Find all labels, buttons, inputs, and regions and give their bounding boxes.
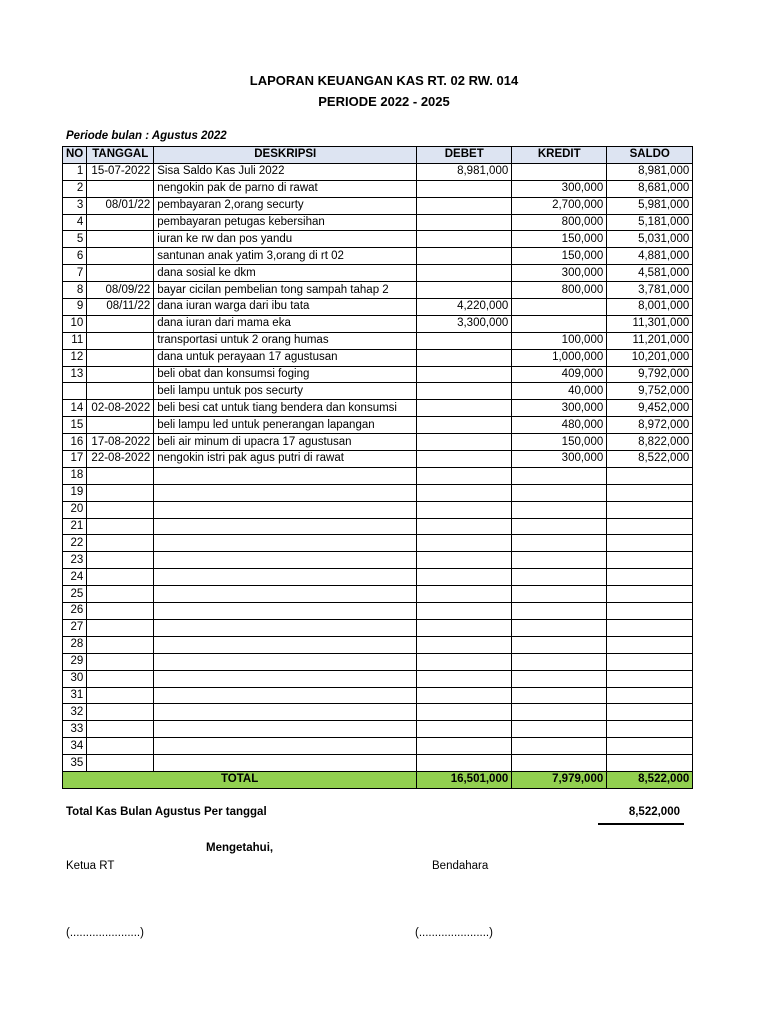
cell-saldo: 5,981,000 [607,197,693,214]
cell-deskripsi: dana sosial ke dkm [154,265,417,282]
table-row [63,670,693,687]
cell-debet [417,569,512,586]
cell-tanggal [87,366,154,383]
cell-debet [417,366,512,383]
total-row [63,771,693,788]
cell-no: 26 [63,603,87,620]
cell-debet [417,636,512,653]
table-row [63,180,693,197]
cell-saldo [607,603,693,620]
col-header-kredit: KREDIT [512,147,607,164]
cell-deskripsi [154,586,417,603]
table-row [63,586,693,603]
cell-deskripsi [154,653,417,670]
cell-kredit: 480,000 [512,417,607,434]
cell-no: 14 [63,400,87,417]
cell-tanggal: 08/09/22 [87,282,154,299]
cell-kredit [512,467,607,484]
total-debet: 16,501,000 [417,771,512,788]
cell-tanggal [87,721,154,738]
cell-kredit [512,535,607,552]
cell-kredit [512,484,607,501]
cell-no: 19 [63,484,87,501]
cell-tanggal: 15-07-2022 [87,163,154,180]
cell-tanggal [87,704,154,721]
cell-debet [417,467,512,484]
cell-deskripsi: iuran ke rw dan pos yandu [154,231,417,248]
cell-saldo [607,636,693,653]
cell-no: 29 [63,653,87,670]
cell-debet [417,619,512,636]
table-row [63,400,693,417]
cell-no: 1 [63,163,87,180]
cell-saldo: 9,792,000 [607,366,693,383]
cell-debet [417,603,512,620]
cell-deskripsi: beli lampu untuk pos securty [154,383,417,400]
cell-no: 23 [63,552,87,569]
cell-kredit: 800,000 [512,214,607,231]
bendahara-label: Bendahara [432,860,489,872]
cell-no: 9 [63,299,87,316]
cell-kredit [512,552,607,569]
cell-tanggal [87,586,154,603]
cell-deskripsi: dana iuran dari mama eka [154,315,417,332]
table-row [63,535,693,552]
cell-no: 35 [63,755,87,772]
total-saldo: 8,522,000 [607,771,693,788]
cell-debet [417,755,512,772]
cell-kredit: 40,000 [512,383,607,400]
cell-tanggal [87,231,154,248]
cell-saldo: 3,781,000 [607,282,693,299]
cell-deskripsi: beli obat dan konsumsi foging [154,366,417,383]
cell-no [63,383,87,400]
cell-kredit [512,687,607,704]
col-header-saldo: SALDO [607,147,693,164]
cell-deskripsi [154,603,417,620]
cell-deskripsi: beli besi cat untuk tiang bendera dan konsumsi [154,400,417,417]
table-row [63,636,693,653]
cell-no: 3 [63,197,87,214]
cell-tanggal: 08/01/22 [87,197,154,214]
cell-kredit [512,653,607,670]
cell-kredit: 300,000 [512,400,607,417]
mengetahui-label: Mengetahui, [206,842,274,854]
table-row [63,738,693,755]
cell-saldo [607,467,693,484]
cell-kredit: 1,000,000 [512,349,607,366]
total-kas-value: 8,522,000 [628,806,680,818]
cell-tanggal [87,738,154,755]
cell-saldo [607,619,693,636]
cell-tanggal [87,670,154,687]
cell-tanggal [87,636,154,653]
cell-kredit [512,586,607,603]
cell-deskripsi: beli lampu led untuk penerangan lapangan [154,417,417,434]
cell-no: 20 [63,501,87,518]
cell-debet: 4,220,000 [417,299,512,316]
cell-debet: 8,981,000 [417,163,512,180]
cell-debet [417,231,512,248]
cell-tanggal [87,315,154,332]
cell-no: 2 [63,180,87,197]
cell-no: 25 [63,586,87,603]
cell-no: 24 [63,569,87,586]
total-kas-underline [598,823,684,825]
cell-tanggal [87,535,154,552]
cell-deskripsi: nengokin pak de parno di rawat [154,180,417,197]
cell-kredit: 300,000 [512,265,607,282]
cell-tanggal [87,265,154,282]
table-row [63,299,693,316]
cell-deskripsi: pembayaran petugas kebersihan [154,214,417,231]
cell-kredit [512,299,607,316]
col-header-debet: DEBET [417,147,512,164]
cell-tanggal: 02-08-2022 [87,400,154,417]
cell-saldo: 9,452,000 [607,400,693,417]
cell-tanggal [87,518,154,535]
cell-saldo [607,501,693,518]
table-row [63,197,693,214]
cell-saldo: 8,681,000 [607,180,693,197]
cell-kredit [512,636,607,653]
cell-tanggal [87,687,154,704]
cell-saldo [607,569,693,586]
cell-no: 28 [63,636,87,653]
cell-tanggal [87,417,154,434]
cell-saldo: 9,752,000 [607,383,693,400]
cell-deskripsi [154,670,417,687]
cell-saldo: 8,972,000 [607,417,693,434]
table-row [63,721,693,738]
cell-kredit [512,163,607,180]
cell-kredit: 300,000 [512,451,607,468]
cell-saldo [607,687,693,704]
cell-saldo [607,670,693,687]
cell-kredit [512,619,607,636]
cell-saldo: 11,201,000 [607,332,693,349]
table-row [63,451,693,468]
cell-deskripsi [154,721,417,738]
cell-kredit: 2,700,000 [512,197,607,214]
cell-saldo [607,738,693,755]
cell-kredit: 150,000 [512,248,607,265]
table-row [63,687,693,704]
cell-saldo: 8,822,000 [607,434,693,451]
table-row [63,214,693,231]
cell-debet [417,721,512,738]
cell-saldo [607,586,693,603]
cell-debet [417,535,512,552]
cell-debet [417,434,512,451]
cell-debet [417,349,512,366]
cell-kredit: 300,000 [512,180,607,197]
cell-deskripsi [154,738,417,755]
table-row [63,332,693,349]
cell-tanggal [87,569,154,586]
ledger-body [63,163,693,771]
table-row [63,265,693,282]
cell-saldo [607,721,693,738]
cell-tanggal [87,332,154,349]
cell-saldo: 8,001,000 [607,299,693,316]
cell-kredit [512,670,607,687]
table-row [63,467,693,484]
cell-debet [417,653,512,670]
cell-deskripsi [154,636,417,653]
total-kas-label: Total Kas Bulan Agustus Per tanggal [66,806,267,818]
cell-saldo: 8,981,000 [607,163,693,180]
cell-no: 7 [63,265,87,282]
table-row [63,653,693,670]
cell-deskripsi: Sisa Saldo Kas Juli 2022 [154,163,417,180]
cell-debet [417,738,512,755]
cell-tanggal [87,248,154,265]
cell-no: 15 [63,417,87,434]
table-header-row [63,147,693,164]
table-row [63,619,693,636]
cell-deskripsi: bayar cicilan pembelian tong sampah tahap 2 [154,282,417,299]
cell-deskripsi [154,755,417,772]
cell-no: 34 [63,738,87,755]
cell-tanggal [87,214,154,231]
col-header-no: NO [63,147,87,164]
cell-tanggal [87,619,154,636]
cell-saldo [607,484,693,501]
col-header-tanggal: TANGGAL [87,147,154,164]
cell-no: 11 [63,332,87,349]
cell-no: 6 [63,248,87,265]
cell-tanggal [87,484,154,501]
table-row [63,231,693,248]
cell-saldo [607,755,693,772]
cell-saldo: 4,881,000 [607,248,693,265]
table-row [63,417,693,434]
cell-debet [417,214,512,231]
cell-no: 18 [63,467,87,484]
cell-tanggal [87,603,154,620]
cell-debet [417,670,512,687]
cell-deskripsi: nengokin istri pak agus putri di rawat [154,451,417,468]
cell-saldo: 4,581,000 [607,265,693,282]
cell-no: 12 [63,349,87,366]
cell-no: 21 [63,518,87,535]
report-title: LAPORAN KEUANGAN KAS RT. 02 RW. 014 [249,73,519,88]
cell-tanggal [87,653,154,670]
cell-deskripsi: transportasi untuk 2 orang humas [154,332,417,349]
cell-deskripsi [154,569,417,586]
ketua-rt-label: Ketua RT [66,860,115,872]
period-label: Periode bulan : Agustus 2022 [66,130,227,142]
table-row [63,383,693,400]
cell-debet [417,180,512,197]
cell-debet [417,332,512,349]
cell-debet [417,518,512,535]
cell-kredit [512,603,607,620]
cell-debet [417,451,512,468]
cell-kredit: 800,000 [512,282,607,299]
cell-deskripsi: dana untuk perayaan 17 agustusan [154,349,417,366]
cell-deskripsi [154,619,417,636]
cell-saldo: 11,301,000 [607,315,693,332]
cell-deskripsi: dana iuran warga dari ibu tata [154,299,417,316]
cell-tanggal [87,552,154,569]
cell-debet [417,197,512,214]
col-header-deskripsi: DESKRIPSI [154,147,417,164]
cell-no: 22 [63,535,87,552]
cell-no: 8 [63,282,87,299]
cell-debet [417,248,512,265]
table-row [63,248,693,265]
table-row [63,163,693,180]
cell-saldo [607,704,693,721]
table-row [63,518,693,535]
table-row [63,434,693,451]
cell-no: 16 [63,434,87,451]
cell-no: 10 [63,315,87,332]
cell-deskripsi [154,501,417,518]
cell-no: 17 [63,451,87,468]
cell-deskripsi: santunan anak yatim 3,orang di rt 02 [154,248,417,265]
table-row [63,315,693,332]
cell-tanggal: 08/11/22 [87,299,154,316]
cell-deskripsi: beli air minum di upacra 17 agustusan [154,434,417,451]
cell-deskripsi [154,484,417,501]
cell-deskripsi [154,535,417,552]
cell-kredit [512,569,607,586]
cell-debet [417,282,512,299]
cell-kredit [512,755,607,772]
cell-kredit: 409,000 [512,366,607,383]
cell-kredit [512,518,607,535]
table-row [63,603,693,620]
cell-no: 5 [63,231,87,248]
cell-kredit: 100,000 [512,332,607,349]
cell-debet [417,552,512,569]
cell-debet [417,417,512,434]
cell-deskripsi [154,704,417,721]
cell-debet [417,704,512,721]
total-label: TOTAL [63,771,417,788]
cell-debet [417,586,512,603]
cell-saldo [607,653,693,670]
cell-tanggal: 22-08-2022 [87,451,154,468]
cell-deskripsi [154,687,417,704]
table-row [63,569,693,586]
cell-no: 13 [63,366,87,383]
ledger-table [62,146,693,789]
cell-tanggal [87,180,154,197]
cell-debet [417,383,512,400]
cell-kredit [512,738,607,755]
cell-kredit [512,315,607,332]
cell-kredit: 150,000 [512,231,607,248]
cell-no: 33 [63,721,87,738]
table-row [63,755,693,772]
table-row [63,552,693,569]
table-row [63,484,693,501]
table-row [63,704,693,721]
cell-tanggal [87,349,154,366]
cell-tanggal [87,755,154,772]
cell-saldo: 10,201,000 [607,349,693,366]
cell-saldo: 5,181,000 [607,214,693,231]
cell-saldo: 8,522,000 [607,451,693,468]
report-period-title: PERIODE 2022 - 2025 [318,94,450,109]
cell-no: 27 [63,619,87,636]
cell-kredit [512,704,607,721]
cell-no: 30 [63,670,87,687]
total-kredit: 7,979,000 [512,771,607,788]
table-row [63,366,693,383]
signature-ketua: (......................) [66,927,144,939]
cell-no: 31 [63,687,87,704]
cell-saldo [607,552,693,569]
signature-bendahara: (......................) [415,927,493,939]
cell-debet [417,400,512,417]
cell-saldo [607,518,693,535]
cell-debet [417,484,512,501]
cell-tanggal [87,467,154,484]
cell-saldo: 5,031,000 [607,231,693,248]
cell-deskripsi [154,467,417,484]
cell-debet [417,265,512,282]
cell-deskripsi [154,518,417,535]
cell-tanggal: 17-08-2022 [87,434,154,451]
cell-kredit [512,721,607,738]
cell-saldo [607,535,693,552]
cell-tanggal [87,383,154,400]
cell-no: 4 [63,214,87,231]
cell-deskripsi: pembayaran 2,orang securty [154,197,417,214]
cell-no: 32 [63,704,87,721]
cell-deskripsi [154,552,417,569]
cell-debet [417,501,512,518]
table-row [63,282,693,299]
cell-kredit [512,501,607,518]
cell-kredit: 150,000 [512,434,607,451]
cell-tanggal [87,501,154,518]
table-row [63,349,693,366]
cell-debet [417,687,512,704]
cell-debet: 3,300,000 [417,315,512,332]
table-row [63,501,693,518]
